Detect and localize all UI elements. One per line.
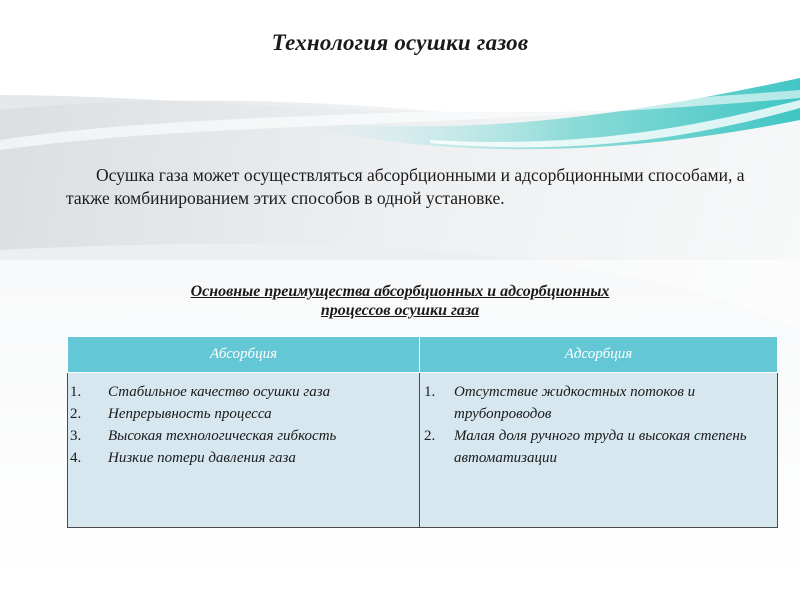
list-item: 1. Отсутствие жидкостных потоков и трубопроводов [424, 384, 696, 422]
list-item: 1. Стабильное качество осушки газа [70, 384, 331, 400]
table-heading-line-2: процессов осушки газа [320, 302, 480, 319]
list-item: 3. Высокая технологическая гибкость [70, 428, 337, 444]
list-item: 2. Малая доля ручного труда и высокая степень автоматизации [424, 428, 747, 466]
absorption-cell [68, 373, 420, 528]
list-item: 2. Непрерывность процесса [70, 406, 272, 422]
slide-title: Технология осушки газов [271, 30, 529, 55]
table-header-row [68, 337, 778, 373]
header-absorption: Абсорбция [68, 337, 420, 373]
absorption-list [68, 381, 417, 469]
table-heading-line-1: Основные преимущества абсорбционных и адсорбционных [190, 283, 610, 300]
adsorption-cell [420, 373, 778, 528]
intro-paragraph: Осушка газа может осуществляться абсорбционными и адсорбционными способами, а также комбинированием этих способов в одной установке. [66, 165, 745, 208]
list-item: 4. Низкие потери давления газа [70, 450, 296, 466]
table-row [68, 373, 778, 528]
header-adsorption: Адсорбция [420, 337, 778, 373]
advantages-table [67, 336, 778, 528]
table-heading [80, 282, 720, 320]
adsorption-list [420, 381, 775, 469]
